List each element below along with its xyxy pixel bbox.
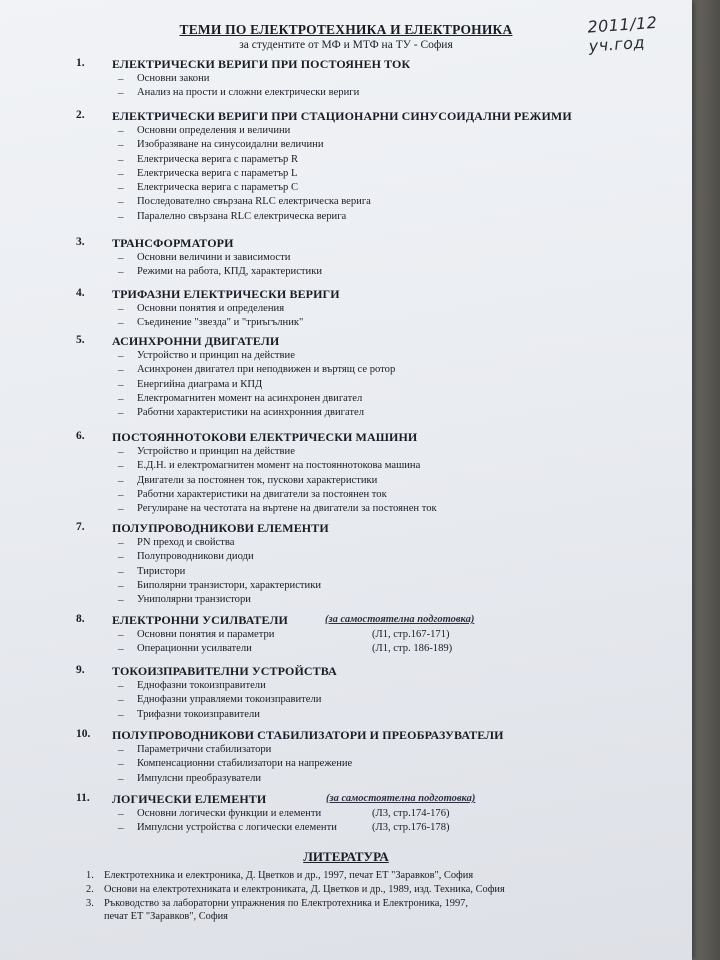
topic-item-text: Биполярни транзистори, характеристики [137, 579, 322, 591]
topic-item [0, 87, 692, 101]
topic-header [0, 57, 692, 73]
document-title: ТЕМИ ПО ЕЛЕКТРОТЕХНИКА И ЕЛЕКТРОНИКА [179, 22, 513, 37]
topic-item [0, 758, 692, 772]
topic-number: 8. [76, 613, 85, 625]
literature-number: 3. [86, 898, 94, 909]
topic-number: 4. [76, 287, 85, 299]
topic-section [0, 792, 692, 837]
topic-item [0, 252, 692, 266]
self-study-note: (за самостоятелна подготовка) [325, 614, 475, 625]
topic-item [0, 580, 692, 594]
topic-item-text: Двигатели за постоянен ток, пускови характеристики [137, 474, 378, 486]
topic-item-text: Електрическа верига с параметър R [137, 153, 299, 165]
topic-title: ЕЛЕКТРИЧЕСКИ ВЕРИГИ ПРИ СТАЦИОНАРНИ СИНУСОИДАЛНИ РЕЖИМИ [112, 109, 572, 123]
topic-item [0, 125, 692, 139]
topic-section [0, 430, 692, 517]
dash-bullet-icon: – [118, 643, 124, 656]
handwritten-note: 2011/12 уч.год [586, 12, 658, 56]
dash-bullet-icon: – [118, 758, 124, 771]
dash-bullet-icon: – [118, 460, 124, 473]
topic-item [0, 168, 692, 182]
topic-item [0, 503, 692, 517]
topic-item [0, 475, 692, 489]
topic-item-text: Работни характеристики на асинхронния двигател [137, 407, 365, 419]
topic-item [0, 744, 692, 758]
topic-item-text: PN преход и свойства [137, 537, 235, 548]
topic-item-text: Основни величини и зависимости [137, 252, 291, 263]
dash-bullet-icon: – [118, 392, 124, 405]
topic-item-text: Основни определения и величини [137, 125, 291, 136]
topic-title: АСИНХРОННИ ДВИГАТЕЛИ [112, 334, 280, 348]
dash-bullet-icon: – [118, 317, 124, 330]
topic-section [0, 57, 692, 102]
topic-number: 6. [76, 430, 85, 442]
topic-item-text: Полупроводникови диоди [137, 551, 254, 563]
topic-item-text: Електромагнитен момент на асинхронен двигател [137, 392, 363, 404]
topic-number: 3. [76, 236, 85, 248]
dash-bullet-icon: – [118, 153, 124, 166]
topic-title: ЕЛЕКТРИЧЕСКИ ВЕРИГИ ПРИ ПОСТОЯНЕН ТОК [112, 57, 411, 71]
topic-title: ТОКОИЗПРАВИТЕЛНИ УСТРОЙСТВА [112, 664, 337, 678]
page-reference: (Л1, стр.167-171) [372, 629, 450, 640]
topic-item [0, 773, 692, 787]
topic-item [0, 808, 692, 822]
topic-item [0, 407, 692, 421]
topic-item [0, 182, 692, 196]
dash-bullet-icon: – [118, 196, 124, 209]
dash-bullet-icon: – [118, 182, 124, 195]
topic-item-text: Режими на работа, КПД, характеристики [137, 266, 323, 278]
literature-text: Ръководство за лабораторни упражнения по Електротехника и Електроника, 1997, [104, 898, 468, 909]
literature-number: 2. [86, 884, 94, 895]
topic-item-text: Импулсни устройства с логически елементи [137, 822, 337, 834]
topic-item-text: Еднофазни управляеми токоизправители [137, 694, 322, 706]
page-reference: (Л1, стр. 186-189) [372, 643, 453, 655]
dash-bullet-icon: – [118, 503, 124, 516]
topic-item [0, 489, 692, 503]
topic-item [0, 460, 692, 474]
dash-bullet-icon: – [118, 87, 124, 100]
topic-title: ПОЛУПРОВОДНИКОВИ СТАБИЛИЗАТОРИ И ПРЕОБРАЗУВАТЕЛИ [112, 728, 504, 742]
topic-header [0, 792, 692, 808]
topic-item [0, 154, 692, 168]
topic-item [0, 694, 692, 708]
topic-number: 10. [76, 728, 91, 740]
topic-section [0, 109, 692, 225]
dash-bullet-icon: – [118, 808, 124, 820]
topic-item-text: Основни понятия и параметри [137, 629, 275, 640]
topic-item [0, 266, 692, 280]
topic-item-text: Операционни усилватели [137, 643, 252, 655]
page-reference: (Л3, стр.176-178) [372, 822, 450, 834]
topic-item [0, 73, 692, 87]
topic-item-text: Импулсни преобразуватели [137, 772, 262, 784]
document-subtitle: за студентите от МФ и МТФ на ТУ - София [239, 39, 453, 51]
dash-bullet-icon: – [118, 694, 124, 707]
background-edge [690, 0, 720, 960]
topic-item-text: Основни логически функции и елементи [137, 808, 322, 819]
topic-title: ТРАНСФОРМАТОРИ [112, 236, 234, 250]
topic-item [0, 566, 692, 580]
topic-item-text: Електрическа верига с параметър L [137, 167, 298, 179]
topic-item-text: Еднофазни токоизправители [137, 680, 266, 691]
topic-title: ЛОГИЧЕСКИ ЕЛЕМЕНТИ [112, 792, 267, 806]
dash-bullet-icon: – [118, 551, 124, 564]
topic-section [0, 664, 692, 723]
dash-bullet-icon: – [118, 744, 124, 756]
topic-item-text: Съединение "звезда" и "триъгълник" [137, 317, 304, 329]
topic-number: 5. [76, 334, 85, 346]
topic-header [0, 287, 692, 303]
topic-header [0, 109, 692, 125]
topic-item-text: Регулиране на честотата на въртене на двигатели за постоянен ток [137, 503, 437, 515]
topic-header [0, 236, 692, 252]
dash-bullet-icon: – [118, 266, 124, 279]
topic-number: 2. [76, 109, 85, 121]
topic-item [0, 196, 692, 210]
topic-item-text: Работни характеристики на двигатели за постоянен ток [137, 488, 387, 500]
dash-bullet-icon: – [118, 407, 124, 420]
topic-item [0, 822, 692, 836]
dash-bullet-icon: – [118, 446, 124, 458]
topic-item [0, 537, 692, 551]
dash-bullet-icon: – [118, 708, 124, 721]
topic-item-text: Униполярни транзистори [137, 594, 251, 606]
topic-header [0, 664, 692, 680]
dash-bullet-icon: – [118, 210, 124, 223]
topic-item [0, 643, 692, 657]
dash-bullet-icon: – [118, 139, 124, 152]
dash-bullet-icon: – [118, 629, 124, 641]
dash-bullet-icon: – [118, 303, 124, 315]
topic-header [0, 613, 692, 629]
topic-number: 11. [76, 792, 90, 804]
topic-item [0, 393, 692, 407]
topic-item-text: Енергийна диаграма и КПД [137, 378, 263, 390]
dash-bullet-icon: – [118, 537, 124, 549]
topic-item [0, 709, 692, 723]
topic-item [0, 139, 692, 153]
dash-bullet-icon: – [118, 772, 124, 785]
topic-item-text: Последователно свързана RLC електрическа верига [137, 196, 371, 208]
topic-item-text: Електрическа верига с параметър C [137, 182, 299, 194]
self-study-note: (за самостоятелна подготовка) [326, 793, 476, 804]
dash-bullet-icon: – [118, 73, 124, 85]
topic-item [0, 317, 692, 331]
literature-number: 1. [86, 870, 94, 881]
topic-header [0, 728, 692, 744]
topic-item-text: Основни понятия и определения [137, 303, 285, 314]
topic-item-text: Тиристори [137, 565, 186, 577]
literature-text: Електротехника и електроника, Д. Цветков и др., 1997, печат ЕТ "Заравков", София [104, 870, 474, 881]
topic-item-text: Параметрични стабилизатори [137, 744, 272, 755]
topic-item [0, 211, 692, 225]
dash-bullet-icon: – [118, 474, 124, 487]
topic-item-text: Устройство и принцип на действие [137, 446, 295, 457]
dash-bullet-icon: – [118, 364, 124, 377]
dash-bullet-icon: – [118, 579, 124, 592]
topic-title: ТРИФАЗНИ ЕЛЕКТРИЧЕСКИ ВЕРИГИ [112, 287, 340, 301]
dash-bullet-icon: – [118, 378, 124, 391]
topic-item-text: Основни закони [137, 73, 210, 84]
dash-bullet-icon: – [118, 167, 124, 180]
topic-header [0, 430, 692, 446]
literature-text: Основи на електротехниката и електрониката, Д. Цветков и др., 1989, изд. Техника, София [104, 884, 505, 895]
topic-section [0, 287, 692, 332]
literature-heading: ЛИТЕРАТУРА [303, 849, 389, 864]
topic-item [0, 446, 692, 460]
topic-section [0, 728, 692, 787]
topic-title: ПОСТОЯННОТОКОВИ ЕЛЕКТРИЧЕСКИ МАШИНИ [112, 430, 418, 444]
topic-item-text: Изобразяване на синусоидални величини [137, 139, 324, 151]
topic-section [0, 613, 692, 658]
dash-bullet-icon: – [118, 565, 124, 578]
topic-item [0, 594, 692, 608]
topic-item [0, 551, 692, 565]
topic-item-text: Паралелно свързана RLC електрическа верига [137, 210, 347, 222]
topic-section [0, 334, 692, 421]
topic-item-text: Устройство и принцип на действие [137, 350, 295, 361]
topic-section [0, 236, 692, 281]
topic-item [0, 303, 692, 317]
page-reference: (Л3, стр.174-176) [372, 808, 450, 819]
topic-number: 9. [76, 664, 85, 676]
topic-item-text: Анализ на прости и сложни електрически вериги [137, 87, 360, 99]
topic-header [0, 521, 692, 537]
topic-item [0, 379, 692, 393]
topic-item [0, 629, 692, 643]
topic-header [0, 334, 692, 350]
dash-bullet-icon: – [118, 252, 124, 264]
topic-item-text: Асинхронен двигател при неподвижен и въртящ се ротор [137, 364, 396, 376]
topic-number: 7. [76, 521, 85, 533]
topic-item-text: Компенсационни стабилизатори на напрежение [137, 758, 353, 770]
dash-bullet-icon: – [118, 680, 124, 692]
dash-bullet-icon: – [118, 125, 124, 137]
dash-bullet-icon: – [118, 822, 124, 835]
literature-text-continuation: печат ЕТ "Заравков", София [104, 911, 228, 922]
dash-bullet-icon: – [118, 594, 124, 607]
topic-item-text: Трифазни токоизправители [137, 708, 260, 720]
dash-bullet-icon: – [118, 350, 124, 362]
topic-number: 1. [76, 57, 85, 69]
topic-item-text: Е.Д.Н. и електромагнитен момент на постояннотокова машина [137, 460, 421, 472]
topic-item [0, 680, 692, 694]
topic-title: ПОЛУПРОВОДНИКОВИ ЕЛЕМЕНТИ [112, 521, 329, 535]
topic-item [0, 364, 692, 378]
topic-section [0, 521, 692, 608]
dash-bullet-icon: – [118, 488, 124, 501]
topic-title: ЕЛЕКТРОННИ УСИЛВАТЕЛИ [112, 613, 288, 627]
topic-item [0, 350, 692, 364]
